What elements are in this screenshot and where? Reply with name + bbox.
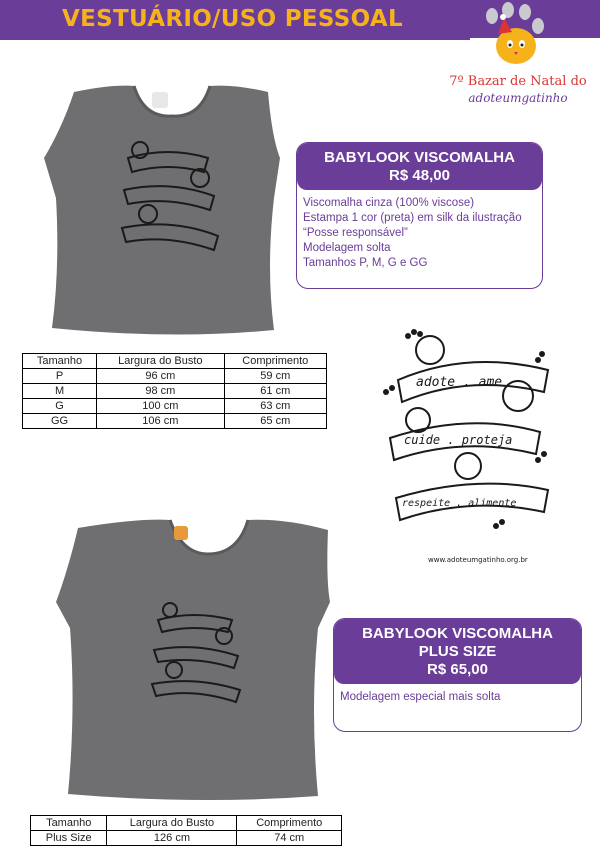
- product-price: R$ 65,00: [427, 661, 488, 678]
- detail-line: Viscomalha cinza (100% viscose): [303, 197, 475, 209]
- table-cell: Plus Size: [31, 831, 107, 846]
- product-details: [297, 190, 542, 271]
- logo-line-2: adoteumgatinho: [468, 91, 568, 105]
- detail-line: “Posse responsável”: [303, 227, 408, 239]
- table-cell: 59 cm: [224, 369, 326, 384]
- cat-paw-logo-icon: [478, 2, 548, 72]
- babylook-shirt-photo: [22, 78, 294, 340]
- logo-text: [438, 74, 598, 106]
- product-card-babylook: [296, 142, 543, 289]
- product-card-header: [334, 619, 581, 684]
- table-header-row: [23, 354, 327, 369]
- table-row: [23, 414, 327, 429]
- table-cell: 65 cm: [224, 414, 326, 429]
- table-cell: 106 cm: [97, 414, 224, 429]
- table-header: Tamanho: [31, 816, 107, 831]
- product-card-plus-size: [333, 618, 582, 732]
- artwork-url: www.adoteumgatinho.org.br: [428, 556, 528, 564]
- table-cell: P: [23, 369, 97, 384]
- detail-line: Tamanhos P, M, G e GG: [303, 257, 428, 269]
- table-cell: 100 cm: [97, 399, 224, 414]
- detail-line: Estampa 1 cor (preta) em silk da ilustração: [303, 212, 522, 224]
- detail-line: Modelagem especial mais solta: [340, 691, 501, 703]
- table-cell: 96 cm: [97, 369, 224, 384]
- table-row: [23, 369, 327, 384]
- table-cell: GG: [23, 414, 97, 429]
- product-details: [334, 684, 581, 705]
- table-header: Comprimento: [224, 354, 326, 369]
- size-table: [22, 353, 327, 429]
- product-card-header: [297, 143, 542, 190]
- table-row: [31, 831, 342, 846]
- illustration-artwork: [378, 320, 556, 570]
- page-title: VESTUÁRIO/USO PESSOAL: [62, 6, 403, 32]
- table-header: Tamanho: [23, 354, 97, 369]
- table-header: Comprimento: [237, 816, 342, 831]
- header-rule: [0, 38, 470, 40]
- product-name-line-1: BABYLOOK VISCOMALHA: [362, 625, 553, 642]
- detail-line: Modelagem solta: [303, 242, 391, 254]
- table-cell: M: [23, 384, 97, 399]
- artwork-text-1: adote . ame: [416, 375, 503, 390]
- artwork-text-2: cuide . proteja: [404, 433, 513, 447]
- logo-line-1: 7º Bazar de Natal do: [449, 74, 587, 89]
- table-cell: 126 cm: [107, 831, 237, 846]
- table-header: Largura do Busto: [97, 354, 224, 369]
- table-header-row: [31, 816, 342, 831]
- table-row: [23, 399, 327, 414]
- table-cell: 61 cm: [224, 384, 326, 399]
- product-name: BABYLOOK VISCOMALHA: [324, 149, 515, 166]
- plus-size-table: [30, 815, 342, 846]
- table-cell: 63 cm: [224, 399, 326, 414]
- table-cell: 74 cm: [237, 831, 342, 846]
- table-cell: 98 cm: [97, 384, 224, 399]
- product-name-line-2: PLUS SIZE: [418, 643, 497, 660]
- table-header: Largura do Busto: [107, 816, 237, 831]
- table-row: [23, 384, 327, 399]
- plus-size-shirt-photo: [48, 510, 340, 805]
- table-cell: G: [23, 399, 97, 414]
- artwork-text-3: respeite . alimente: [402, 498, 517, 509]
- product-price: R$ 48,00: [389, 167, 450, 184]
